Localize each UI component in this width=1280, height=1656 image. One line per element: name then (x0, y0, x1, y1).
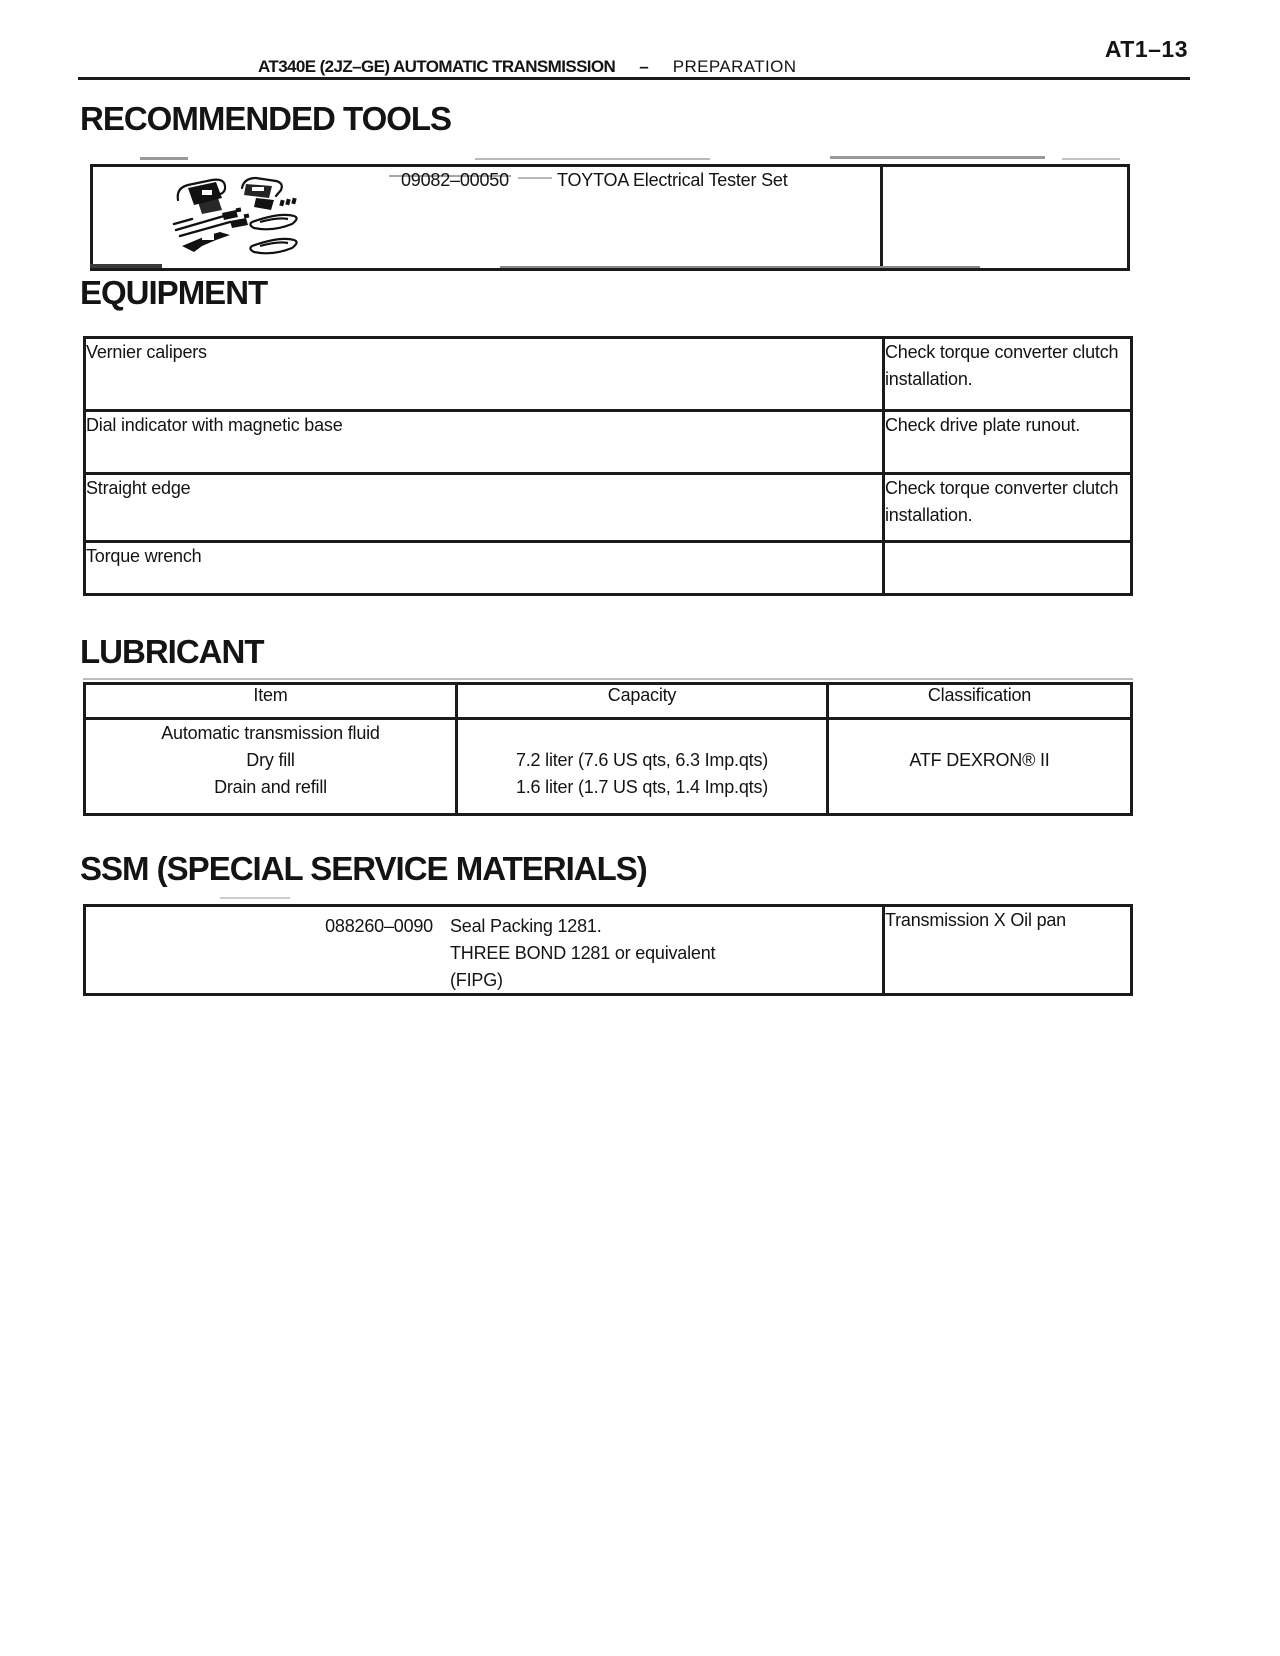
ssm-material-cell (85, 906, 884, 995)
column-header-capacity: Capacity (457, 684, 828, 719)
scan-smudge (220, 897, 290, 899)
equipment-item-cell (85, 338, 884, 411)
table-row (85, 906, 1132, 995)
lubricant-item-line: Automatic transmission fluid (161, 723, 380, 743)
lubricant-classification-cell (828, 719, 1132, 815)
equipment-item: Vernier calipers (86, 342, 207, 362)
table-row (85, 474, 1132, 542)
header-rule (78, 77, 1190, 80)
equipment-item: Straight edge (86, 478, 191, 498)
table-row (85, 542, 1132, 595)
tool-description: TOYTOA Electrical Tester Set (557, 170, 788, 190)
table-header-row (85, 684, 1132, 719)
lubricant-item-line: Drain and refill (214, 777, 327, 797)
scan-smudge (830, 156, 1045, 159)
equipment-use-cell (884, 474, 1132, 542)
equipment-use-cell (884, 411, 1132, 474)
lubricant-item-line: Dry fill (246, 750, 295, 770)
table-row (85, 338, 1132, 411)
scan-smudge (140, 157, 188, 160)
equipment-item-cell (85, 542, 884, 595)
equipment-use-line: Check torque converter clutch (885, 342, 1119, 362)
lubricant-capacity-line: 7.2 liter (7.6 US qts, 6.3 Imp.qts) (515, 750, 769, 770)
document-header (258, 58, 796, 75)
equipment-use-line: Check drive plate runout. (885, 415, 1081, 435)
lubricant-heading: LUBRICANT (80, 633, 264, 670)
column-header-item: Item (85, 684, 457, 719)
recommended-tools-table (90, 164, 1130, 271)
scan-smudge (1062, 158, 1120, 160)
table-row (92, 166, 1129, 270)
scan-smudge (518, 177, 552, 179)
ssm-table (83, 904, 1133, 996)
equipment-item-cell (85, 411, 884, 474)
header-separator: – (639, 57, 649, 76)
equipment-heading: EQUIPMENT (80, 274, 268, 311)
tool-cell (92, 166, 882, 270)
electrical-tester-set-illustration (172, 172, 322, 260)
equipment-table (83, 336, 1133, 596)
ssm-part-number: 088260–0090 (325, 916, 433, 936)
column-header-classification: Classification (828, 684, 1132, 719)
equipment-use-cell (884, 542, 1132, 595)
page-number: AT1–13 (1104, 36, 1188, 62)
equipment-item-cell (85, 474, 884, 542)
equipment-use-cell (884, 338, 1132, 411)
lubricant-classification: ATF DEXRON® II (909, 750, 1050, 770)
ssm-description-line: (FIPG) (450, 970, 503, 990)
ssm-use: Transmission X Oil pan (885, 910, 1066, 930)
tool-part-number: 09082–00050 (401, 170, 509, 190)
table-row (85, 411, 1132, 474)
lubricant-capacity-line: 1.6 liter (1.7 US qts, 1.4 Imp.qts) (515, 777, 769, 797)
recommended-tools-heading: RECOMMENDED TOOLS (80, 100, 452, 137)
equipment-item: Torque wrench (86, 546, 202, 566)
equipment-use-line: installation. (885, 505, 973, 525)
lubricant-capacity-line (458, 720, 826, 747)
ssm-heading: SSM (SPECIAL SERVICE MATERIALS) (80, 850, 647, 887)
equipment-item: Dial indicator with magnetic base (86, 415, 343, 435)
lubricant-table (83, 682, 1133, 816)
tool-note-cell (882, 166, 1129, 270)
ssm-description-line: Seal Packing 1281. (450, 916, 602, 936)
table-row (85, 719, 1132, 815)
lubricant-capacity-cell (457, 719, 828, 815)
scan-smudge (83, 678, 1133, 680)
document-title: AT340E (2JZ–GE) AUTOMATIC TRANSMISSION (258, 57, 616, 76)
equipment-use-line: installation. (885, 369, 973, 389)
ssm-use-cell (884, 906, 1132, 995)
header-section: PREPARATION (672, 57, 797, 76)
scan-smudge (475, 158, 710, 160)
equipment-use-line: Check torque converter clutch (885, 478, 1119, 498)
lubricant-item-cell (85, 719, 457, 815)
ssm-description-line: THREE BOND 1281 or equivalent (450, 943, 716, 963)
ssm-description (450, 913, 715, 994)
